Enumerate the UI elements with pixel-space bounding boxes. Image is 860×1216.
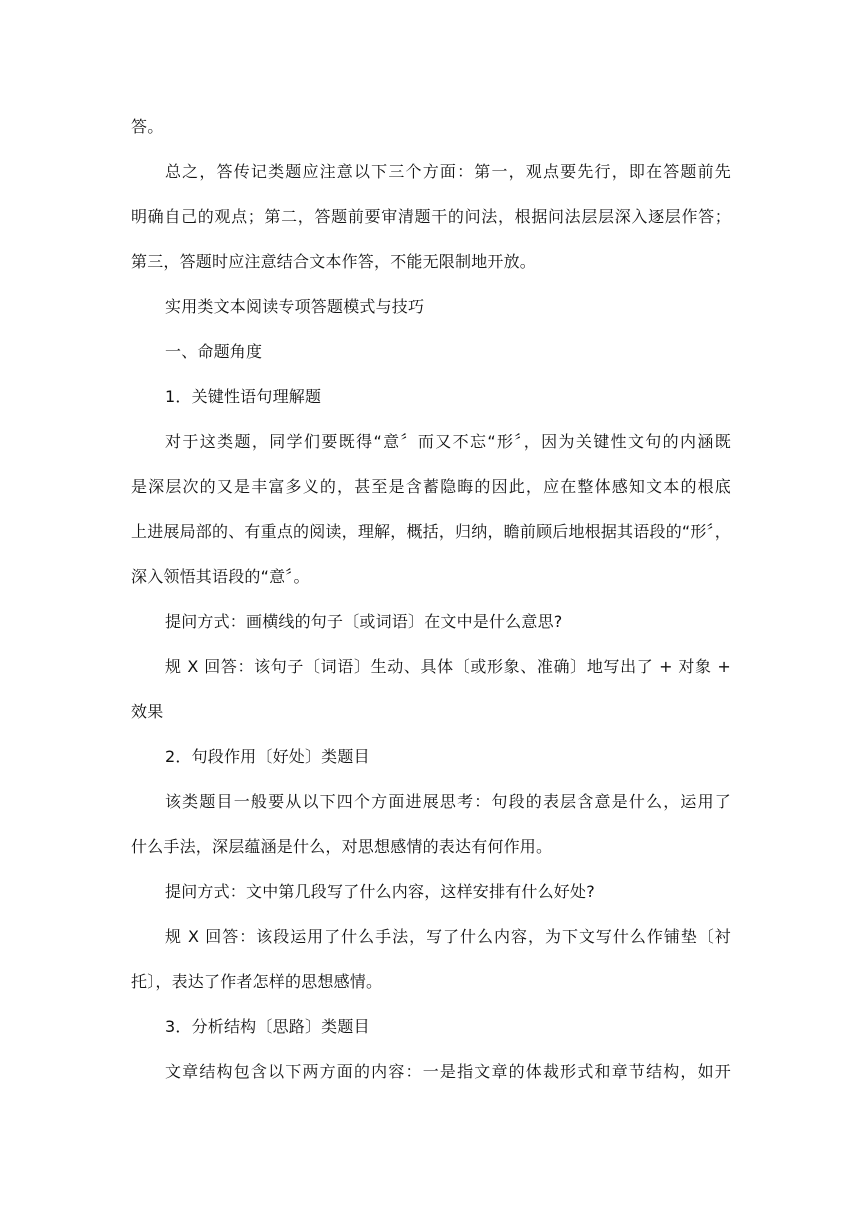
heading-item-3: 3．分析结构〔思路〕类题目 — [165, 1017, 370, 1036]
question-method-2: 提问方式：文中第几段写了什么内容，这样安排有什么好处? — [165, 882, 595, 901]
heading-item-2: 2．句段作用〔好处〕类题目 — [165, 747, 370, 766]
paragraph-1-line-3: 上进展局部的、有重点的阅读，理解，概括，归纳，瞻前顾后地根据其语段的“形〞， — [131, 522, 731, 541]
paragraph-2-line-2: 什么手法，深层蕴涵是什么，对思想感情的表达有何作用。 — [131, 837, 553, 856]
summary-paragraph-line-3: 第三，答题时应注意结合文本作答，不能无限制地开放。 — [131, 252, 537, 271]
paragraph-1-line-1: 对于这类题，同学们要既得“意〞而又不忘“形〞，因为关键性文句的内涵既 — [165, 432, 731, 451]
section-title: 实用类文本阅读专项答题模式与技巧 — [165, 297, 425, 316]
heading-item-1: 1．关键性语句理解题 — [165, 387, 322, 406]
standard-answer-1-line-1: 规 X 回答：该句子〔词语〕生动、具体〔或形象、准确〕地写出了 + 对象 + — [165, 657, 731, 676]
paragraph-3-line-1: 文章结构包含以下两方面的内容：一是指文章的体裁形式和章节结构，如开 — [165, 1062, 731, 1081]
standard-answer-2-line-2: 托〕，表达了作者怎样的思想感情。 — [131, 972, 383, 991]
text-line-1: 答。 — [131, 117, 164, 136]
standard-answer-1-line-2: 效果 — [131, 702, 164, 721]
question-method-1: 提问方式：画横线的句子〔或词语〕在文中是什么意思? — [165, 612, 563, 631]
summary-paragraph-line-1: 总之，答传记类题应注意以下三个方面：第一，观点要先行，即在答题前先 — [165, 162, 731, 181]
paragraph-1-line-4: 深入领悟其语段的“意〞。 — [131, 567, 310, 586]
summary-paragraph-line-2: 明确自己的观点；第二，答题前要审清题干的问法，根据问法层层深入逐层作答； — [131, 207, 731, 226]
heading-level-1: 一、命题角度 — [165, 342, 263, 361]
paragraph-2-line-1: 该类题目一般要从以下四个方面进展思考：句段的表层含意是什么，运用了 — [165, 792, 731, 811]
paragraph-1-line-2: 是深层次的又是丰富多义的，甚至是含蓄隐晦的因此，应在整体感知文本的根底 — [131, 477, 731, 496]
standard-answer-2-line-1: 规 X 回答：该段运用了什么手法，写了什么内容，为下文写什么作铺垫〔衬 — [165, 927, 731, 946]
